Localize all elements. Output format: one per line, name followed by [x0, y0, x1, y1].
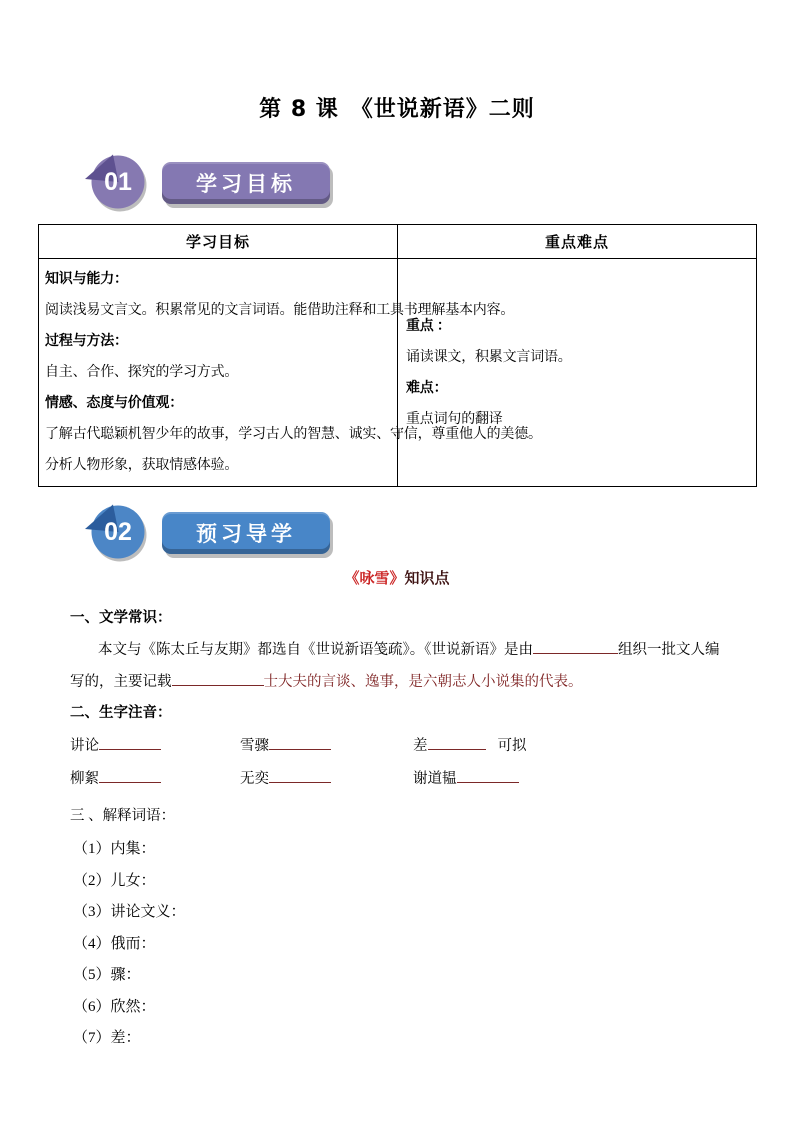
fill-blank-line — [269, 769, 331, 783]
pinyin-word: 谢道韫 — [413, 771, 457, 787]
explain-item: （4）俄而： — [73, 935, 156, 952]
emotion-text-1: 了解古代聪颖机智少年的故事，学习古人的智慧、诚实、守信，尊重他人的美德。 — [45, 427, 542, 442]
fill-blank-line — [457, 769, 519, 783]
fill-blank-line — [428, 736, 486, 750]
section-01-number: 01 — [104, 167, 132, 196]
knowledge-text: 阅读浅易文言文。积累常见的文言词语。能借助注释和工具书理解基本内容。 — [45, 303, 515, 318]
fill-blank-line — [533, 640, 618, 654]
key-text: 诵读课文，积累文言词语。 — [406, 349, 572, 365]
explain-item: （3）讲论文义： — [73, 904, 186, 920]
knowledge-label: 知识与能力： — [45, 272, 128, 287]
para-text-1a: 本文与《陈太丘与友期》都选自《世说新语笺疏》。《世说新语》是由 — [98, 642, 533, 658]
difficult-text: 重点词句的翻译 — [406, 411, 503, 427]
lesson-subtitle — [0, 568, 794, 590]
emotion-text-2: 分析人物形象，获取情感体验。 — [45, 458, 239, 473]
section-02-badge — [84, 501, 148, 565]
literary-paragraph — [70, 634, 734, 698]
fill-blank-line — [99, 736, 161, 750]
pinyin-word: 柳絮 — [70, 771, 99, 787]
goals-table — [38, 224, 757, 487]
key-label: 重点 ： — [406, 318, 451, 334]
pinyin-item — [413, 730, 734, 763]
process-label: 过程与方法： — [45, 334, 128, 349]
literary-heading: 一、文学常识： — [70, 610, 172, 626]
section-02-number: 02 — [104, 517, 132, 546]
pinyin-word: 雪骤 — [240, 738, 269, 754]
goals-cell-keypoints — [398, 259, 757, 487]
pinyin-word: 无奕 — [240, 771, 269, 787]
para-text-2a: 写的，主要记载 — [70, 674, 172, 690]
pinyin-heading: 二、生字注音： — [70, 705, 172, 721]
section-01-title-pill: 学习目标 — [162, 162, 330, 204]
section-01-badge — [84, 151, 148, 215]
explain-list — [70, 834, 734, 1055]
subtitle-suffix: 知识点 — [404, 571, 450, 587]
section-02-header — [84, 501, 794, 565]
explain-item: （7）差： — [73, 1030, 141, 1046]
goals-table-body-row — [39, 259, 757, 487]
page-title: 第 8 课 《世说新语》二则 — [259, 97, 535, 122]
pinyin-item — [413, 763, 734, 796]
process-text: 自主、合作、探究的学习方式。 — [45, 365, 239, 380]
pinyin-item — [240, 763, 413, 796]
pinyin-grid — [70, 730, 734, 796]
goals-table-header-row — [39, 225, 757, 259]
fill-blank-line — [269, 736, 331, 750]
section-02-title-pill: 预习导学 — [162, 512, 330, 554]
emotion-label: 情感、态度与价值观： — [45, 396, 183, 411]
explain-heading: 三 、解释词语： — [70, 808, 176, 824]
explain-item: （2）儿女： — [73, 872, 156, 889]
goals-header-right: 重点难点 — [398, 225, 757, 259]
fill-blank-line — [172, 672, 264, 686]
explain-item: （1）内集： — [73, 841, 156, 857]
pinyin-item — [70, 763, 240, 796]
paragraph-line-2 — [70, 674, 583, 690]
pinyin-item — [70, 730, 240, 763]
pinyin-word: 差 — [413, 738, 428, 754]
explain-item: （5）骤： — [73, 967, 141, 983]
subtitle-book-name: 《咏雪》 — [344, 571, 405, 587]
difficult-label: 难点： — [406, 380, 448, 396]
goals-header-left: 学习目标 — [39, 225, 398, 259]
paragraph-line-1 — [70, 642, 720, 658]
para-text-2b: 士大夫的言谈、逸事，是六朝志人小说集的代表。 — [263, 674, 583, 690]
pinyin-word: 讲论 — [70, 738, 99, 754]
pinyin-item — [240, 730, 413, 763]
section-01-header — [84, 151, 794, 215]
para-text-1b: 组织一批文人编 — [618, 642, 720, 658]
pinyin-word: 可拟 — [497, 738, 527, 754]
explain-item: （6）欣然： — [73, 998, 156, 1015]
preview-content — [70, 603, 734, 1055]
fill-blank-line — [99, 769, 161, 783]
